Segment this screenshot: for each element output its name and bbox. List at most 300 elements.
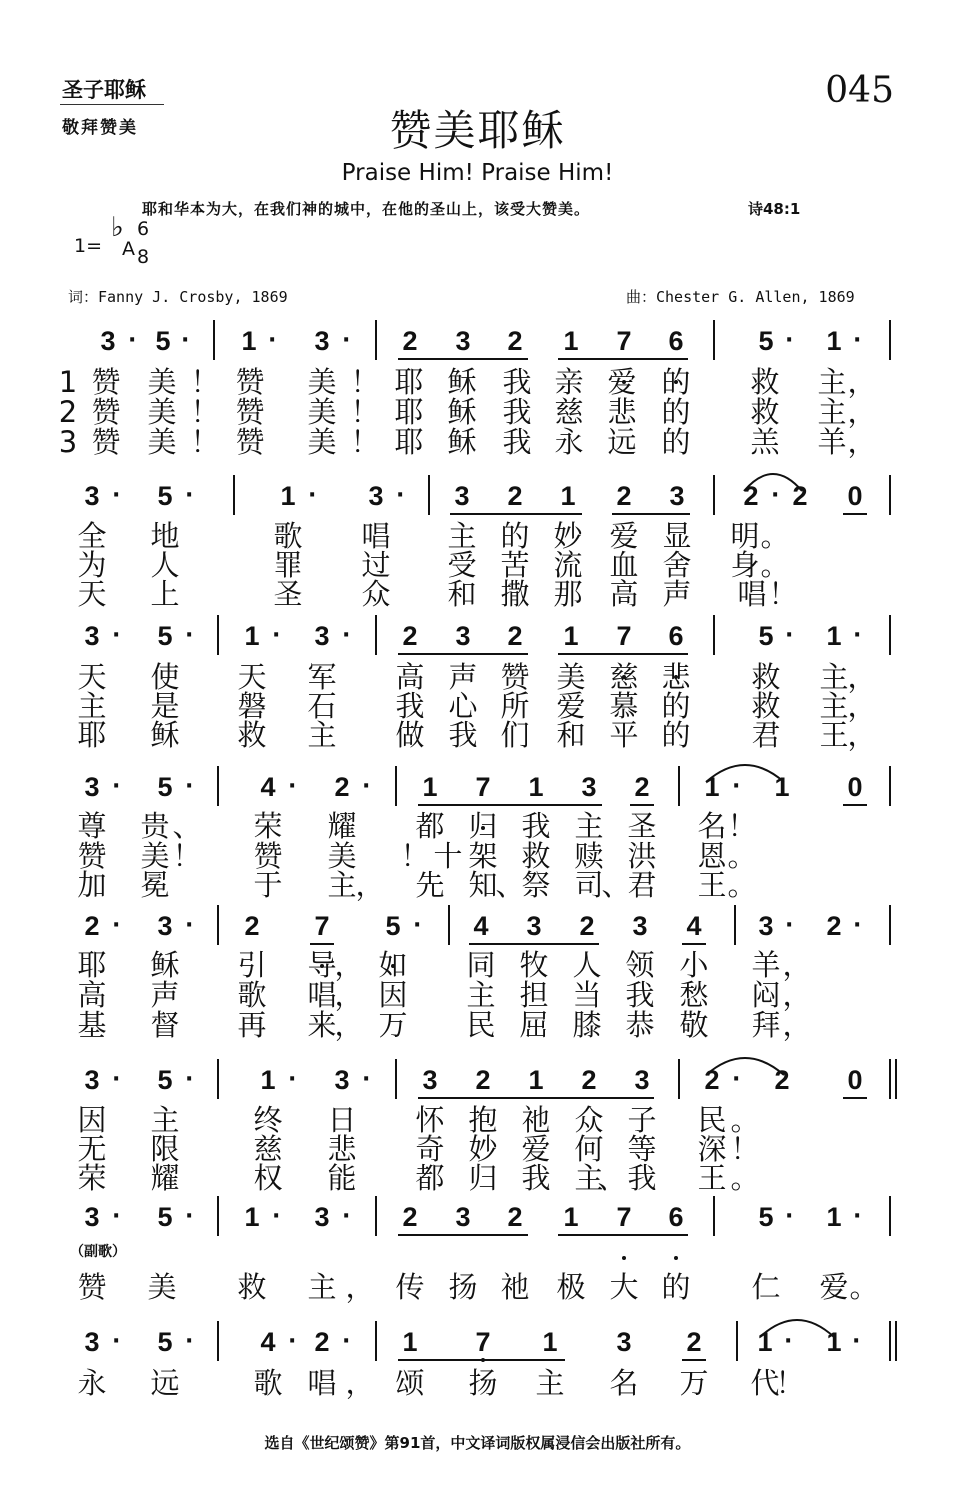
jianpu-note: 1 (241, 326, 257, 356)
lyric-char: 扬 (468, 1366, 498, 1400)
lyric-char: 贵 (140, 809, 170, 843)
lyric-char: 。 (849, 1270, 879, 1304)
lyric-char: ！ (190, 425, 220, 459)
lyric-char: 羔 (750, 425, 780, 459)
lyric-char: 永 (554, 425, 584, 459)
lyric-char: 美 (140, 839, 170, 873)
dotted-duration: · (396, 483, 405, 508)
lyric-char: 所 (500, 689, 530, 723)
scripture-verse: 耶和华本为大，在我们神的城中，在他的圣山上，该受大赞美。 (142, 200, 591, 218)
barline (889, 615, 891, 655)
lyric-char: 祭 (521, 868, 551, 902)
lyric-char: 赞 (91, 425, 121, 459)
lyric-char: 主 (535, 1366, 565, 1400)
barline (678, 1059, 680, 1099)
barline (375, 615, 377, 655)
lyric-char: 扬 (448, 1270, 478, 1304)
lyric-char: 大 (609, 1270, 639, 1304)
lyric-char: ， (847, 689, 877, 723)
lyric-char: 3 (58, 425, 78, 459)
lyric-char: 歌 (253, 1366, 283, 1400)
jianpu-note: 5 (157, 481, 173, 511)
lyric-char: 我 (502, 425, 532, 459)
lyric-char: 王 (697, 868, 727, 902)
jianpu-note: 3 (368, 481, 384, 511)
jianpu-note: 1 (260, 1065, 276, 1095)
dotted-duration: · (413, 913, 422, 938)
dotted-duration: · (771, 483, 780, 508)
lyric-char: 赞 (91, 365, 121, 399)
barline (895, 1059, 897, 1099)
jianpu-note: 1 (244, 621, 260, 651)
lyric-char: 的 (661, 365, 691, 399)
jianpu-note: 3 (314, 326, 330, 356)
lyric-char: 我 (521, 1161, 551, 1195)
lyric-char: 赞 (253, 839, 283, 873)
jianpu-note: 3 (455, 621, 471, 651)
lyric-char: 引 (237, 948, 267, 982)
dotted-duration: · (185, 1329, 194, 1354)
lower-octave-dot (622, 1256, 626, 1260)
jianpu-note: 0 (847, 481, 863, 511)
lyric-char: 唱 (737, 577, 767, 611)
dotted-duration: · (732, 1067, 741, 1092)
underline-beam (418, 804, 602, 806)
jianpu-note: 3 (84, 772, 100, 802)
underline-beam (630, 804, 654, 806)
jianpu-note: 3 (455, 1202, 471, 1232)
lyric-char: 加 (77, 868, 107, 902)
lyric-char: 赞 (77, 1270, 107, 1304)
jianpu-note: 3 (84, 1327, 100, 1357)
lyric-char: 身 (730, 548, 760, 582)
lyric-char: ， (847, 660, 877, 694)
dotted-duration: · (112, 623, 121, 648)
lyric-char: 司 (574, 868, 604, 902)
dotted-duration: · (185, 623, 194, 648)
underline-beam (558, 653, 688, 655)
jianpu-note: 2 (634, 772, 650, 802)
lyric-char: 膝 (572, 1008, 602, 1042)
lyric-char: 爱 (521, 1132, 551, 1166)
key-prefix: 1= (74, 235, 103, 257)
lyric-char: 权 (253, 1161, 283, 1195)
lyric-char: 主 (77, 689, 107, 723)
lyric-char: 耀 (327, 809, 357, 843)
lyric-char: ， (847, 395, 877, 429)
jianpu-note: 3 (84, 1065, 100, 1095)
lyric-char: 荣 (253, 809, 283, 843)
lyric-char: 美 (147, 365, 177, 399)
lyric-char: 赞 (91, 395, 121, 429)
lyric-char: 因 (378, 978, 408, 1012)
lyric-char: 全 (77, 519, 107, 553)
lyric-char: 架 (468, 839, 498, 873)
barline (217, 1196, 219, 1236)
lyric-char: 高 (395, 660, 425, 694)
lyric-char: ， (345, 1270, 375, 1304)
dotted-duration: · (112, 913, 121, 938)
lyric-char: 都 (415, 809, 445, 843)
lyric-char: 罪 (273, 548, 303, 582)
barline (395, 766, 397, 806)
lyric-char: 十 (433, 839, 463, 873)
barline (375, 1196, 377, 1236)
lyric-char: 慕 (609, 689, 639, 723)
barline (213, 320, 215, 360)
jianpu-note: 1 (560, 481, 576, 511)
dotted-duration: · (853, 1204, 862, 1229)
jianpu-note: 1 (826, 1327, 842, 1357)
lyric-char: 救 (750, 395, 780, 429)
lyric-char: 心 (448, 689, 478, 723)
barline (889, 766, 891, 806)
lyric-char: 做 (395, 718, 425, 752)
dotted-duration: · (181, 328, 190, 353)
lyric-char: 民 (466, 1008, 496, 1042)
lyric-char: 屈 (519, 1008, 549, 1042)
barline (428, 475, 430, 515)
lyric-char: 苦 (500, 548, 530, 582)
lyric-char: 妙 (468, 1132, 498, 1166)
barline (734, 905, 736, 945)
lyric-char: ！ (350, 395, 380, 429)
lyric-char: 无 (77, 1132, 107, 1166)
jianpu-note: 4 (260, 1327, 276, 1357)
lyric-char: 王 (697, 1161, 727, 1195)
lyric-char: 爱 (609, 519, 639, 553)
lyric-char: 天 (237, 660, 267, 694)
jianpu-note: 1 (826, 1202, 842, 1232)
lyric-char: 平 (609, 718, 639, 752)
lyric-char: 领 (625, 948, 655, 982)
barline (678, 766, 680, 806)
lyric-char: 名 (697, 809, 727, 843)
lyric-char: 恩 (697, 839, 727, 873)
barline (233, 475, 235, 515)
time-signature-bottom: 8 (137, 246, 150, 268)
lyric-char: 、 (172, 809, 202, 843)
lyric-char: 极 (556, 1270, 586, 1304)
lyric-char: 我 (625, 978, 655, 1012)
lyric-char: 归 (468, 1161, 498, 1195)
lyric-char: 救 (751, 689, 781, 723)
lyric-char: 美 (307, 425, 337, 459)
lyric-char: 耀 (150, 1161, 180, 1195)
lyric-char: ！ (190, 365, 220, 399)
jianpu-note: 6 (668, 326, 684, 356)
lyric-char: ！ (730, 1132, 760, 1166)
scripture-reference: 诗48:1 (748, 200, 801, 218)
lyric-char: 美 (307, 395, 337, 429)
jianpu-note: 2 (507, 1202, 523, 1232)
lyric-char: 美 (327, 839, 357, 873)
jianpu-note: 3 (454, 481, 470, 511)
lyric-char: 限 (150, 1132, 180, 1166)
lyric-char: 万 (378, 1008, 408, 1042)
lyric-char: 如 (378, 948, 408, 982)
lyric-char: 人 (150, 548, 180, 582)
lyric-char: 羊 (817, 425, 847, 459)
dotted-duration: · (785, 328, 794, 353)
lyric-char: 抱 (468, 1103, 498, 1137)
jianpu-note: 2 (244, 911, 260, 941)
lyric-char: 爱 (607, 365, 637, 399)
jianpu-note: 3 (422, 1065, 438, 1095)
lyric-char: 圣 (627, 809, 657, 843)
underline-beam (558, 358, 688, 360)
lyric-char: 颂 (395, 1366, 425, 1400)
jianpu-note: 7 (616, 621, 632, 651)
lyric-char: 耶 (77, 948, 107, 982)
lyric-char: 众 (361, 577, 391, 611)
lyric-char: 担 (519, 978, 549, 1012)
lyric-char: 导 (307, 948, 337, 982)
jianpu-note: 3 (616, 1327, 632, 1357)
jianpu-note: 5 (758, 1202, 774, 1232)
jianpu-note: 5 (157, 1065, 173, 1095)
lyric-char: 。 (730, 1161, 760, 1195)
jianpu-note: 7 (616, 1202, 632, 1232)
lyric-char: 悲 (327, 1132, 357, 1166)
dotted-duration: · (185, 1067, 194, 1092)
lyric-char: 圣 (273, 577, 303, 611)
jianpu-note: 3 (758, 911, 774, 941)
lyric-char: 慈 (609, 660, 639, 694)
dotted-duration: · (112, 1067, 121, 1092)
lyric-char: 美 (556, 660, 586, 694)
underline-beam (398, 653, 528, 655)
lyric-char: 耶 (394, 365, 424, 399)
lyric-char: 受 (447, 548, 477, 582)
lyric-char: 磐 (237, 689, 267, 723)
lyric-char: 稣 (447, 395, 477, 429)
jianpu-note: 1 (563, 1202, 579, 1232)
underline-beam (450, 513, 582, 515)
lyric-char: 都 (415, 1161, 445, 1195)
lyric-char: ！ (350, 365, 380, 399)
lyric-char: 尊 (77, 809, 107, 843)
jianpu-note: 3 (100, 326, 116, 356)
lyric-char: 主 (817, 395, 847, 429)
lyric-char: 因 (77, 1103, 107, 1137)
barline (448, 905, 450, 945)
lyric-char: 民 (697, 1103, 727, 1137)
lyric-char: 。 (760, 519, 790, 553)
lyric-char: 慈 (554, 395, 584, 429)
lyric-char: 奇 (415, 1132, 445, 1166)
dotted-duration: · (362, 774, 371, 799)
lyric-char: 过 (361, 548, 391, 582)
lyric-char: 唱 (307, 978, 337, 1012)
lyric-char: 是 (150, 689, 180, 723)
jianpu-note: 2 (507, 621, 523, 651)
jianpu-note: 3 (84, 481, 100, 511)
barline (217, 615, 219, 655)
hymn-number: 045 (825, 70, 894, 111)
barline (375, 320, 377, 360)
lyric-char: 赞 (500, 660, 530, 694)
lyric-char: 。 (760, 548, 790, 582)
lyric-char: 拜 (751, 1008, 781, 1042)
dotted-duration: · (342, 1204, 351, 1229)
jianpu-note: 7 (314, 911, 330, 941)
lyric-char: 我 (395, 689, 425, 723)
lyric-char: 军 (307, 660, 337, 694)
lyricist-credit: 词：Fanny J. Crosby, 1869 (68, 288, 288, 306)
lyric-char: 归 (468, 809, 498, 843)
lyric-char: 高 (77, 978, 107, 1012)
lyric-char: ， (345, 1366, 375, 1400)
lyric-char: 爱 (819, 1270, 849, 1304)
jianpu-note: 2 (402, 326, 418, 356)
dotted-duration: · (308, 483, 317, 508)
lyric-char: 仁 (751, 1270, 781, 1304)
lyric-char: 唱 (307, 1366, 337, 1400)
lyric-char: 高 (609, 577, 639, 611)
lyric-char: 、 (495, 868, 525, 902)
category-label: 圣子耶稣 (62, 77, 146, 102)
lyric-char: 使 (150, 660, 180, 694)
lyric-char: 日 (327, 1103, 357, 1137)
lyric-char: ， (782, 978, 812, 1012)
flat-sign: ♭ (111, 212, 124, 243)
underline-beam (843, 804, 867, 806)
barline (889, 905, 891, 945)
dotted-duration: · (185, 483, 194, 508)
dotted-duration: · (112, 1204, 121, 1229)
lyric-char: 那 (553, 577, 583, 611)
jianpu-note: 5 (157, 1202, 173, 1232)
jianpu-note: 4 (686, 911, 702, 941)
barline (895, 1321, 897, 1361)
dotted-duration: · (852, 1329, 861, 1354)
jianpu-note: 5 (155, 326, 171, 356)
lyric-char: 的 (661, 395, 691, 429)
jianpu-note: 3 (634, 1065, 650, 1095)
dotted-duration: · (785, 623, 794, 648)
jianpu-note: 5 (157, 1327, 173, 1357)
jianpu-note: 2 (774, 1065, 790, 1095)
jianpu-note: 2 (334, 772, 350, 802)
lyric-char: 和 (447, 577, 477, 611)
jianpu-note: 2 (704, 1065, 720, 1095)
lyric-char: 远 (150, 1366, 180, 1400)
lyric-char: 、 (601, 868, 631, 902)
lyric-char: 救 (237, 718, 267, 752)
lyric-char: 。 (730, 1103, 760, 1137)
jianpu-note: 0 (847, 1065, 863, 1095)
dotted-duration: · (785, 1204, 794, 1229)
barline (889, 1196, 891, 1236)
lyric-char: 亲 (554, 365, 584, 399)
barline (713, 615, 715, 655)
lyric-char: 深 (697, 1132, 727, 1166)
jianpu-note: 6 (668, 621, 684, 651)
dotted-duration: · (342, 623, 351, 648)
dotted-duration: · (342, 328, 351, 353)
lyric-char: 知 (468, 868, 498, 902)
lyric-char: 美 (307, 365, 337, 399)
lyric-char: 代 (750, 1366, 780, 1400)
lyric-char: 来 (307, 1008, 337, 1042)
lyric-char: 万 (679, 1366, 709, 1400)
lyric-char: 终 (253, 1103, 283, 1137)
jianpu-note: 5 (758, 326, 774, 356)
key-note: A (122, 238, 135, 260)
lyric-char: 稣 (150, 948, 180, 982)
dotted-duration: · (272, 1204, 281, 1229)
lyric-char: 远 (607, 425, 637, 459)
lyric-char: 主 (817, 365, 847, 399)
lyric-char: 的 (661, 1270, 691, 1304)
jianpu-note: 3 (632, 911, 648, 941)
lyric-char: 主 (150, 1103, 180, 1137)
lyric-char: 敬 (679, 1008, 709, 1042)
lyric-char: 主 (574, 809, 604, 843)
dotted-duration: · (268, 328, 277, 353)
lyric-char: 同 (466, 948, 496, 982)
jianpu-note: 5 (157, 621, 173, 651)
lyric-char: ， (334, 1008, 364, 1042)
lyric-char: 耶 (77, 718, 107, 752)
lyric-char: 的 (661, 689, 691, 723)
lyric-char: ！ (350, 425, 380, 459)
lyric-char: 荣 (77, 1161, 107, 1195)
jianpu-note: 1 (774, 772, 790, 802)
jianpu-note: 7 (616, 326, 632, 356)
jianpu-note: 5 (385, 911, 401, 941)
jianpu-note: 1 (704, 772, 720, 802)
lyric-char: 祂 (500, 1270, 530, 1304)
lyric-char: ， (782, 1008, 812, 1042)
lyric-char: 赎 (574, 839, 604, 873)
lyric-char: ， (847, 718, 877, 752)
jianpu-note: 5 (758, 621, 774, 651)
lyric-char: 血 (609, 548, 639, 582)
jianpu-note: 2 (507, 326, 523, 356)
lyric-char: 主 (574, 1161, 604, 1195)
jianpu-note: 5 (157, 772, 173, 802)
lyric-char: 救 (750, 365, 780, 399)
dotted-duration: · (272, 623, 281, 648)
lyric-char: ！ (775, 1366, 805, 1400)
lyric-char: 悲 (661, 660, 691, 694)
jianpu-note: 1 (244, 1202, 260, 1232)
lyric-char: 牧 (519, 948, 549, 982)
lyric-char: ， (847, 365, 877, 399)
lyric-char: 我 (521, 809, 551, 843)
dotted-duration: · (288, 1329, 297, 1354)
dotted-duration: · (342, 1329, 351, 1354)
jianpu-note: 1 (757, 1327, 773, 1357)
dotted-duration: · (112, 1329, 121, 1354)
barline (395, 1059, 397, 1099)
hymn-title: 赞美耶稣 (389, 106, 566, 155)
lyric-char: 、 (597, 1161, 627, 1195)
dotted-duration: · (112, 483, 121, 508)
lyric-char: 美 (147, 395, 177, 429)
lyric-char: 永 (77, 1366, 107, 1400)
jianpu-note: 1 (422, 772, 438, 802)
dotted-duration: · (185, 1204, 194, 1229)
lyric-char: 。 (727, 839, 757, 873)
lyric-char: 我 (502, 395, 532, 429)
lyric-char: 慈 (253, 1132, 283, 1166)
underline-beam (398, 358, 528, 360)
jianpu-note: 2 (507, 481, 523, 511)
lyric-char: 赞 (235, 395, 265, 429)
